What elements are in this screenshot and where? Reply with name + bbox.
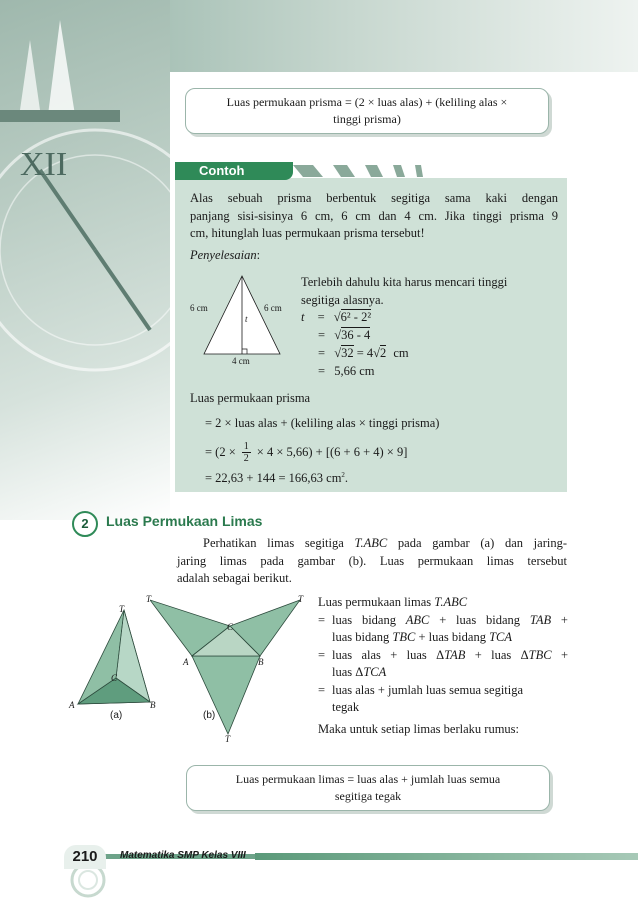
equals: = bbox=[318, 346, 326, 360]
limas-step-1-body bbox=[332, 612, 568, 647]
step1-line2 bbox=[332, 629, 568, 647]
limas-step-3-body bbox=[332, 682, 568, 717]
background-illustration bbox=[0, 0, 170, 520]
equals: = bbox=[318, 328, 326, 342]
sqrt-value: 32 bbox=[341, 346, 354, 360]
equals: = bbox=[318, 682, 326, 697]
intro-post: pada gambar (a) dan jaring- bbox=[387, 536, 567, 550]
sqrt-value: 36 - 4 bbox=[341, 328, 371, 342]
calc2-pre: = (2 × bbox=[205, 444, 236, 459]
solution-label bbox=[190, 247, 260, 265]
var: TCA bbox=[363, 665, 387, 679]
equals: = bbox=[318, 364, 326, 378]
sqrt-value: 6² - 2² bbox=[340, 310, 372, 324]
label-C: C bbox=[111, 673, 118, 683]
solution-label-text: Penyelesaian bbox=[190, 248, 257, 262]
text: luas bidang bbox=[332, 630, 393, 644]
area-label: Luas permukaan prisma bbox=[190, 391, 311, 405]
fraction-numerator: 1 bbox=[243, 441, 249, 452]
label-B: B bbox=[150, 700, 156, 710]
step2-line1 bbox=[332, 647, 568, 665]
label-A: A bbox=[69, 700, 75, 710]
step2-line2 bbox=[332, 664, 568, 682]
triangle-height-label: t bbox=[245, 314, 248, 324]
step3-line1: luas alas + jumlah luas semua segitiga bbox=[332, 682, 524, 697]
text: + luas Δ bbox=[465, 647, 529, 662]
intro-line-3: adalah sebagai berikut. bbox=[177, 571, 292, 585]
equals: = bbox=[318, 647, 326, 662]
step-row-4 bbox=[301, 363, 563, 381]
net-label-T3: T bbox=[225, 734, 231, 744]
text: + luas bidang bbox=[415, 630, 490, 644]
limas-step-3 bbox=[318, 682, 568, 717]
example-tab: Contoh bbox=[175, 162, 293, 180]
example-problem bbox=[190, 190, 558, 243]
limas-step-2-body bbox=[332, 647, 568, 682]
fig-b-caption: (b) bbox=[203, 710, 216, 721]
step-row-1 bbox=[301, 309, 563, 327]
text: luas alas + luas Δ bbox=[332, 647, 445, 662]
problem-line: panjang sisi-sisinya 6 cm, 6 cm dan 4 cm. Jika tinggi prisma 9 bbox=[190, 208, 558, 223]
limas-formula-line1: Luas permukaan limas = luas alas + jumlah luas semua bbox=[235, 772, 501, 786]
prism-formula-line1: Luas permukaan prisma = (2 × luas alas) + (keliling alas × bbox=[226, 95, 508, 109]
height-steps bbox=[301, 274, 563, 381]
calc3-main: = 22,63 + 144 = 166,63 cm bbox=[205, 471, 342, 486]
limas-title-var: T.ABC bbox=[434, 595, 468, 609]
limas-title bbox=[318, 594, 568, 612]
calc3-sup: 2 bbox=[341, 471, 345, 479]
step-intro: Terlebih dahulu kita harus mencari tinggi bbox=[301, 275, 508, 289]
sqrt-value: 2 bbox=[380, 346, 387, 360]
step-intro: segitiga alasnya. bbox=[301, 292, 384, 307]
step-row-3 bbox=[301, 345, 563, 363]
isosceles-triangle-figure bbox=[188, 270, 298, 370]
net-label-A: A bbox=[183, 657, 189, 667]
var: TBC bbox=[528, 647, 552, 662]
prism-formula-line2: tinggi prisma) bbox=[333, 112, 401, 126]
triangle-left-label: 6 cm bbox=[190, 303, 208, 313]
intro-line-2: jaring limas pada gambar (b). Luas permukaan limas tersebut bbox=[177, 553, 567, 568]
step3-line2: tegak bbox=[332, 700, 360, 714]
limas-step-1 bbox=[318, 612, 568, 647]
intro-line-1 bbox=[177, 535, 567, 553]
equals: = bbox=[317, 310, 325, 324]
limas-formula-box bbox=[186, 765, 550, 811]
clock-ship-illustration bbox=[0, 0, 170, 520]
calc2-post: × 4 × 5,66) + [(6 + 6 + 4) × 9] bbox=[256, 444, 408, 459]
step1-line1 bbox=[332, 612, 568, 630]
decorative-stripes bbox=[283, 163, 483, 179]
solution-colon: : bbox=[256, 248, 261, 262]
sqrt-symbol: √ bbox=[334, 328, 342, 342]
fraction bbox=[242, 441, 251, 464]
triangle-right-label: 6 cm bbox=[264, 303, 282, 313]
label-T: T bbox=[119, 604, 125, 614]
section-intro bbox=[177, 535, 567, 588]
net-label-B: B bbox=[258, 657, 264, 667]
footer-gradient-bar bbox=[255, 853, 638, 860]
net-label-C: C bbox=[227, 622, 234, 632]
prism-formula-box bbox=[185, 88, 549, 134]
rule-text: Maka untuk setiap limas berlaku rumus: bbox=[318, 721, 520, 736]
sqrt-symbol: √ bbox=[334, 346, 342, 360]
limas-formula-line2: segitiga tegak bbox=[334, 789, 402, 803]
net-label-T1: T bbox=[146, 594, 152, 604]
book-title: Matematika SMP Kelas VIII bbox=[120, 850, 246, 861]
calc-line-1: = 2 × luas alas + (keliling alas × tinggi prisma) bbox=[205, 416, 440, 430]
text: + luas bidang bbox=[429, 612, 530, 627]
var: ABC bbox=[405, 612, 430, 627]
equals-four: = 4 bbox=[356, 346, 374, 360]
result-value: 5,66 cm bbox=[334, 364, 375, 378]
sqrt-symbol: √ bbox=[333, 310, 341, 324]
problem-line: cm, hitunglah luas permukaan prisma tersebut! bbox=[190, 226, 425, 240]
section-number: 2 bbox=[72, 511, 98, 537]
text: luas Δ bbox=[332, 665, 364, 679]
pyramid-figure-a bbox=[72, 602, 162, 722]
var: TAB bbox=[529, 612, 552, 627]
fig-a-caption: (a) bbox=[110, 710, 123, 721]
text: + bbox=[551, 647, 568, 662]
t-variable: t bbox=[301, 310, 305, 324]
sqrt-symbol: √ bbox=[373, 346, 380, 360]
step-row-2 bbox=[301, 327, 563, 345]
calc-line-2 bbox=[205, 441, 407, 464]
calc3-end: . bbox=[344, 471, 349, 486]
pyramid-net-figure-b bbox=[150, 596, 310, 746]
limas-step-2 bbox=[318, 647, 568, 682]
unit: cm bbox=[393, 346, 409, 360]
problem-line: Alas sebuah prisma berbentuk segitiga sama kaki dengan bbox=[190, 191, 558, 205]
calc-line-3 bbox=[205, 467, 348, 488]
fraction-denominator: 2 bbox=[243, 453, 249, 464]
net-label-T2: T bbox=[298, 594, 304, 604]
section-title: Luas Permukaan Limas bbox=[106, 513, 263, 529]
text: + bbox=[551, 612, 568, 627]
text: luas bidang bbox=[332, 612, 406, 627]
limas-title-text: Luas permukaan limas bbox=[318, 595, 435, 609]
svg-text:XII: XII bbox=[20, 146, 68, 183]
intro-var: T.ABC bbox=[354, 536, 388, 550]
intro-pre: Perhatikan limas segitiga bbox=[203, 536, 355, 550]
equals: = bbox=[318, 612, 326, 627]
var: TAB bbox=[444, 647, 466, 662]
limas-steps bbox=[318, 594, 568, 738]
page-number: 210 bbox=[64, 845, 106, 869]
triangle-base-label: 4 cm bbox=[232, 356, 250, 366]
var: TBC bbox=[392, 630, 416, 644]
var: TCA bbox=[489, 630, 513, 644]
